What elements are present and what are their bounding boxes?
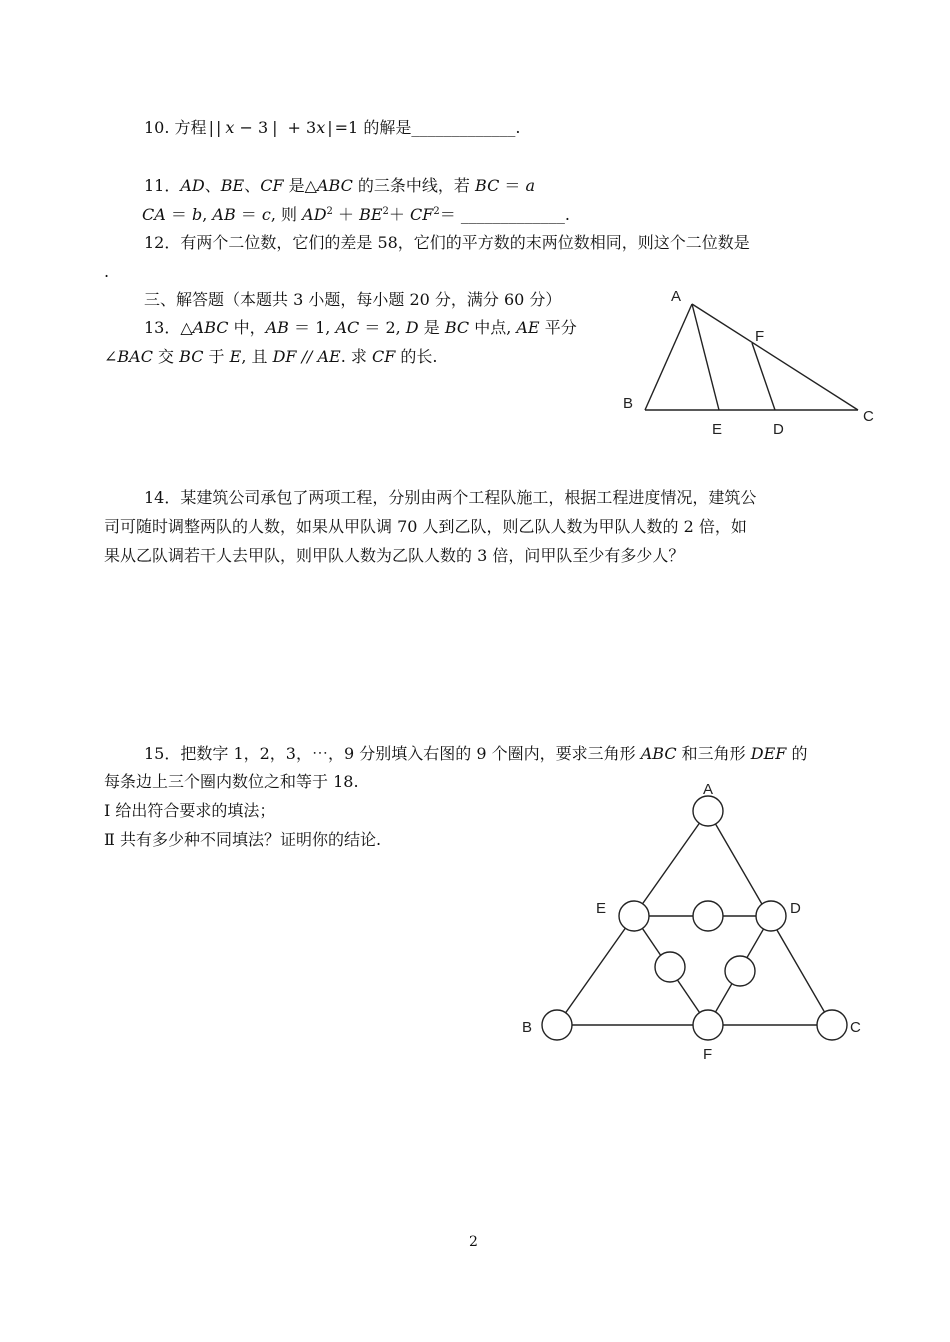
q11-sep: 、 <box>244 176 261 195</box>
label-b: B <box>623 395 634 412</box>
q13-text: 于 <box>203 347 230 366</box>
q11-line1 <box>144 176 535 196</box>
q10-minus3: − 3 <box>234 118 269 137</box>
circle-f[interactable] <box>693 1010 723 1040</box>
q13-line1 <box>144 318 577 338</box>
q11-c: c <box>261 205 271 224</box>
q14-line2 <box>104 517 747 537</box>
q13-d: D <box>405 318 419 337</box>
q13-text: 的长. <box>395 347 438 366</box>
q13-text: 中， <box>228 318 266 337</box>
q13-ab: AB <box>265 318 289 337</box>
q10-period: . <box>515 118 521 137</box>
q11-text: 是△ <box>283 176 317 195</box>
section-heading-text: 三、解答题（本题共 3 小题，每小题 20 分，满分 60 分） <box>144 290 562 309</box>
q13-text: . 求 <box>340 347 372 366</box>
segment-df <box>752 343 775 410</box>
q14-text: 司可随时调整两队的人数，如果从甲队调 70 人到乙队，则乙队人数为甲队人数的 2 倍，如 <box>104 517 747 536</box>
angle-symbol: ∠ <box>104 347 118 366</box>
q15-line2 <box>104 772 359 792</box>
q12-continuation <box>104 262 109 282</box>
label-d: D <box>790 900 801 917</box>
q15-part2 <box>104 830 381 850</box>
q13-ae: AE <box>516 318 540 337</box>
label-c: C <box>863 408 874 425</box>
q11-ca: CA <box>142 205 166 224</box>
q12-dot: . <box>104 262 110 281</box>
circle-df-mid[interactable] <box>725 956 755 986</box>
page-number: 2 <box>469 1234 478 1250</box>
q15-part1 <box>104 801 275 821</box>
q13-cf: CF <box>371 347 396 366</box>
q13-df: DF <box>272 347 297 366</box>
q11-then: , 则 <box>270 205 303 224</box>
section-heading <box>144 290 561 310</box>
q13-e: E <box>229 347 242 366</box>
q13-bac: BAC <box>117 347 153 366</box>
q15-circle-triangle-figure <box>510 775 880 1070</box>
q11-be-sq: BE <box>359 205 383 224</box>
label-f: F <box>755 328 765 345</box>
q15-text: 每条边上三个圈内数位之和等于 18. <box>104 772 359 791</box>
q13-triangle-figure <box>615 280 885 445</box>
q11-abc: ABC <box>316 176 353 195</box>
q15-text: 和三角形 <box>676 744 751 763</box>
q11-exp: 2 <box>382 206 389 217</box>
q11-number: 11． <box>144 176 181 195</box>
q13-line2 <box>104 347 438 367</box>
q11-sep: 、 <box>204 176 221 195</box>
q11-exp: 2 <box>326 206 333 217</box>
q13-text: 交 <box>152 347 180 366</box>
q11-eq: ＝ <box>499 176 526 195</box>
q13-text: ＝ 2, <box>359 318 406 337</box>
q11-eq: ＝ <box>165 205 192 224</box>
q12-text <box>144 233 750 253</box>
q13-text: 中点, <box>469 318 517 337</box>
label-b: B <box>522 1019 533 1036</box>
q13-text: ＝ 1, <box>288 318 336 337</box>
segment-ab <box>645 304 692 410</box>
q15-abc: ABC <box>640 744 677 763</box>
q13-ae: AE <box>317 347 341 366</box>
q11-equals: ＝ <box>439 205 456 224</box>
circle-ed-mid[interactable] <box>693 901 723 931</box>
q13-bc: BC <box>179 347 204 366</box>
q15-text: 15．把数字 1，2，3，⋯，9 分别填入右图的 9 个圈内，要求三角形 <box>144 744 641 763</box>
q13-number: 13．△ <box>144 318 193 337</box>
q11-plus: ＋ <box>332 205 360 224</box>
q11-be: BE <box>220 176 245 195</box>
q11-ad: AD <box>180 176 205 195</box>
label-a: A <box>703 781 714 798</box>
q11-ad-sq: AD <box>302 205 327 224</box>
q10-var-x2: x <box>316 118 326 137</box>
q15-part-ii: Ⅱ 共有多少种不同填法？证明你的结论. <box>104 830 382 849</box>
q13-text: 是 <box>418 318 445 337</box>
q11-plus: ＋ <box>388 205 410 224</box>
q14-text: 果从乙队调若干人去甲队，则甲队人数为乙队人数的 3 倍，问甲队至少有多少人？ <box>104 546 685 565</box>
circle-c[interactable] <box>817 1010 847 1040</box>
q15-part-i: Ⅰ 给出符合要求的填法； <box>104 801 276 820</box>
label-c: C <box>850 1019 861 1036</box>
q11-period: . <box>564 205 570 224</box>
q11-bc: BC <box>475 176 500 195</box>
q11-comma: , <box>202 205 213 224</box>
q10-var-x: x <box>225 118 235 137</box>
q11-exp: 2 <box>433 206 440 217</box>
q11-answer-blank: _____________ <box>460 205 565 224</box>
q11-line2 <box>142 205 570 225</box>
q10-plus: + <box>287 118 301 137</box>
q15-text: 的 <box>786 744 808 763</box>
q14-text: 14．某建筑公司承包了两项工程，分别由两个工程队施工，根据工程进度情况，建筑公 <box>144 488 757 507</box>
circle-d[interactable] <box>756 901 786 931</box>
q10-answer-blank: _____________ <box>411 118 516 137</box>
label-f: F <box>703 1046 713 1063</box>
circle-b[interactable] <box>542 1010 572 1040</box>
q12-stem: 12．有两个二位数，它们的差是 58，它们的平方数的末两位数相同，则这个二位数是 <box>144 233 750 252</box>
q14-line1 <box>144 488 756 508</box>
label-e: E <box>712 421 723 438</box>
label-a: A <box>671 288 682 305</box>
q10-number: 10. <box>144 118 170 137</box>
q13-ac: AC <box>335 318 360 337</box>
segment-ac <box>692 304 858 410</box>
q15-line1 <box>144 744 807 764</box>
q10-equals: =1 的解是 <box>334 118 412 137</box>
q11-text: 的三条中线，若 <box>352 176 476 195</box>
q11-a: a <box>525 176 536 195</box>
circle-e[interactable] <box>619 901 649 931</box>
segment-ae <box>692 304 719 410</box>
q11-eq: ＝ <box>235 205 262 224</box>
label-e: E <box>596 900 607 917</box>
q13-abc: ABC <box>192 318 229 337</box>
q11-cf-sq: CF <box>410 205 434 224</box>
q11-ab: AB <box>212 205 236 224</box>
q11-b: b <box>191 205 203 224</box>
q13-bc: BC <box>444 318 470 337</box>
circle-ef-mid[interactable] <box>655 952 685 982</box>
q10-three: 3 <box>306 118 317 137</box>
label-d: D <box>773 421 784 438</box>
q11-cf: CF <box>260 176 284 195</box>
q13-text: , 且 <box>241 347 273 366</box>
q13-text: 平分 <box>539 318 577 337</box>
q10-stem: 方程 <box>174 118 207 137</box>
q13-parallel: // <box>296 347 318 366</box>
q14-line3 <box>104 546 684 566</box>
q15-def: DEF <box>750 744 787 763</box>
circle-a[interactable] <box>693 796 723 826</box>
q10-text: 10. 方程 | | x − 3 | + 3x | =1 的解是_____________. <box>144 118 521 137</box>
